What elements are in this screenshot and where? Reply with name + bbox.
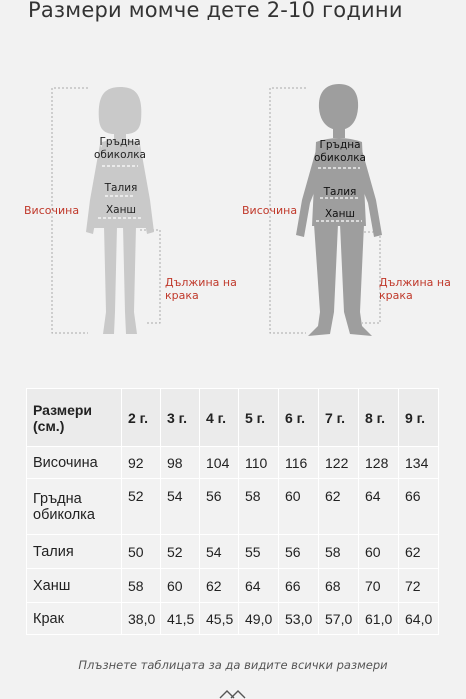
swipe-hint: Плъзнете таблицата за да видите всички размери — [78, 658, 388, 672]
table-cell: 62 — [319, 479, 359, 535]
size-header-cell: 9 г. — [399, 389, 439, 447]
chevron-double-right-icon[interactable] — [218, 686, 248, 699]
table-cell: 53,0 — [279, 603, 319, 635]
table-cell: 62 — [399, 535, 439, 569]
table-cell: 54 — [161, 479, 200, 535]
boy-waist-label: Талия — [323, 186, 357, 198]
table-row — [27, 535, 439, 569]
girl-figure — [24, 87, 237, 334]
header-label-line2: (см.) — [33, 417, 65, 434]
table-row — [27, 603, 439, 635]
size-header-cell: 6 г. — [279, 389, 319, 447]
boy-height-label: Височина — [242, 204, 298, 217]
boy-hips-label: Ханш — [324, 208, 356, 220]
size-header-cell: 8 г. — [359, 389, 399, 447]
table-cell: 68 — [319, 569, 359, 603]
table-cell: 61,0 — [359, 603, 399, 635]
size-header-cell: 4 г. — [200, 389, 239, 447]
table-cell: 56 — [279, 535, 319, 569]
table-cell: 98 — [161, 447, 200, 479]
girl-waist-label: Талия — [104, 182, 138, 194]
table-cell: 52 — [161, 535, 200, 569]
row-label: Височина — [27, 447, 122, 479]
table-row — [27, 447, 439, 479]
boy-chest-label-1: Гръдна — [319, 139, 361, 151]
size-header-cell: 7 г. — [319, 389, 359, 447]
table-cell: 58 — [122, 569, 161, 603]
page-title: Размери момче дете 2-10 години — [28, 0, 403, 22]
table-cell: 128 — [359, 447, 399, 479]
table-cell: 49,0 — [239, 603, 279, 635]
header-label-line1: Размери — [33, 401, 93, 418]
table-cell: 45,5 — [200, 603, 239, 635]
size-table-header-row — [27, 389, 439, 447]
row-label-line2: обиколка — [33, 506, 95, 523]
table-cell: 64 — [239, 569, 279, 603]
boy-figure — [242, 84, 451, 336]
table-cell: 64 — [359, 479, 399, 535]
size-header-cell: 2 г. — [122, 389, 161, 447]
size-table[interactable] — [26, 388, 439, 635]
table-cell: 60 — [359, 535, 399, 569]
table-cell: 122 — [319, 447, 359, 479]
header-label-cell — [27, 389, 122, 447]
table-cell: 92 — [122, 447, 161, 479]
table-cell: 60 — [279, 479, 319, 535]
table-row — [27, 569, 439, 603]
table-cell: 104 — [200, 447, 239, 479]
table-cell: 66 — [279, 569, 319, 603]
table-cell: 66 — [399, 479, 439, 535]
girl-chest-label-1: Гръдна — [99, 136, 141, 148]
girl-leg-label-2: крака — [165, 289, 199, 302]
table-cell: 50 — [122, 535, 161, 569]
girl-leg-label-1: Дължина на — [165, 276, 237, 289]
table-cell: 54 — [200, 535, 239, 569]
row-label: Крак — [27, 603, 122, 635]
table-cell: 64,0 — [399, 603, 439, 635]
table-cell: 134 — [399, 447, 439, 479]
row-label-line1: Гръдна — [33, 490, 82, 507]
table-cell: 60 — [161, 569, 200, 603]
boy-leg-label-2: крака — [379, 289, 413, 302]
table-row — [27, 479, 439, 535]
girl-hips-label: Ханш — [105, 204, 137, 216]
table-cell: 116 — [279, 447, 319, 479]
row-label — [27, 479, 122, 535]
table-cell: 38,0 — [122, 603, 161, 635]
table-cell: 56 — [200, 479, 239, 535]
table-cell: 55 — [239, 535, 279, 569]
row-label: Ханш — [27, 569, 122, 603]
table-cell: 58 — [319, 535, 359, 569]
table-cell: 70 — [359, 569, 399, 603]
size-header-cell: 5 г. — [239, 389, 279, 447]
table-cell: 72 — [399, 569, 439, 603]
boy-leg-label-1: Дължина на — [379, 276, 451, 289]
table-cell: 58 — [239, 479, 279, 535]
size-header-cell: 3 г. — [161, 389, 200, 447]
table-cell: 110 — [239, 447, 279, 479]
table-cell: 52 — [122, 479, 161, 535]
girl-height-label: Височина — [24, 204, 80, 217]
table-cell: 57,0 — [319, 603, 359, 635]
boy-chest-label-2: обиколка — [314, 152, 366, 164]
girl-chest-label-2: обиколка — [94, 149, 146, 161]
row-label: Талия — [27, 535, 122, 569]
table-cell: 41,5 — [161, 603, 200, 635]
table-cell: 62 — [200, 569, 239, 603]
